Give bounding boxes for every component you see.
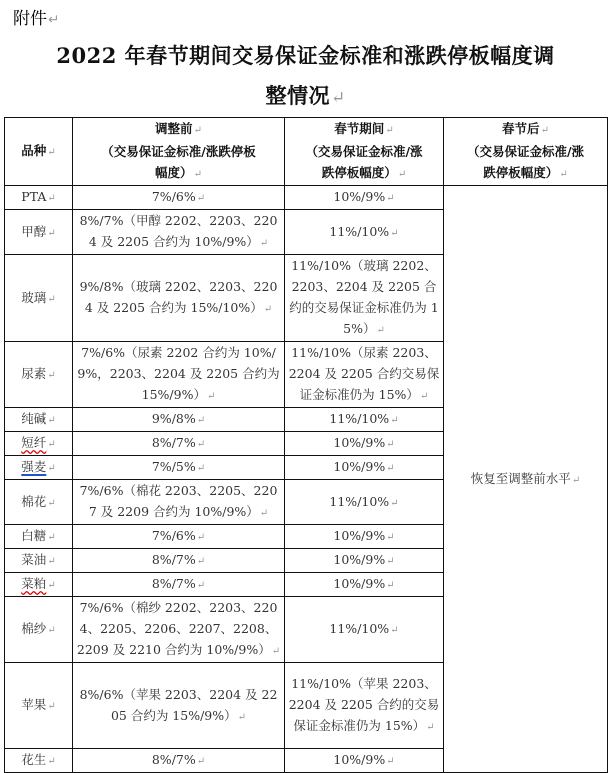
page-title-line1: 2022 年春节期间交易保证金标准和涨跌停板幅度调 — [56, 43, 555, 68]
cell-before: 8%/6%（苹果 2203、2204 及 2205 合约为 15%/9%）↵ — [73, 663, 285, 749]
cell-variety: PTA↵ — [5, 186, 73, 210]
cell-before: 9%/8%（玻璃 2202、2203、2204 及 2205 合约为 15%/10%）↵ — [73, 255, 285, 342]
cell-during: 10%/9%↵ — [285, 749, 444, 773]
cell-before: 8%/7%↵ — [73, 549, 285, 573]
cell-variety: 纯碱↵ — [5, 408, 73, 432]
cell-during: 11%/10%↵ — [285, 480, 444, 525]
margin-adjustment-table — [4, 117, 608, 773]
cell-variety: 甲醇↵ — [5, 210, 73, 255]
cell-before: 8%/7%↵ — [73, 432, 285, 456]
cell-before: 7%/5%↵ — [73, 456, 285, 480]
header-variety: 品种↵ — [5, 118, 73, 186]
cell-during: 11%/10%↵ — [285, 597, 444, 663]
header-during: 春节期间↵ （交易保证金标准/涨 跌停板幅度）↵ — [285, 118, 444, 186]
cell-during: 11%/10%（玻璃 2202、2203、2204 及 2205 合约的交易保证金标准仍为 15%）↵ — [285, 255, 444, 342]
page-title-line2: 整情况↵ — [265, 83, 346, 108]
cell-during: 11%/10%↵ — [285, 210, 444, 255]
header-before: 调整前↵ （交易保证金标准/涨跌停板 幅度）↵ — [73, 118, 285, 186]
cell-variety: 尿素↵ — [5, 342, 73, 408]
cell-during: 11%/10%（尿素 2203、2204 及 2205 合约交易保证金标准仍为 15%）↵ — [285, 342, 444, 408]
cell-after-merged: 恢复至调整前水平↵ — [444, 186, 608, 773]
cell-during: 10%/9%↵ — [285, 186, 444, 210]
cell-variety: 玻璃↵ — [5, 255, 73, 342]
paragraph-mark-icon: ↵ — [330, 87, 346, 107]
cell-variety: 苹果↵ — [5, 663, 73, 749]
cell-before: 8%/7%（甲醇 2202、2203、2204 及 2205 合约为 10%/9%）↵ — [73, 210, 285, 255]
cell-during: 10%/9%↵ — [285, 456, 444, 480]
table-row — [5, 186, 608, 210]
attachment-label: 附件↵ — [13, 9, 60, 29]
cell-during: 10%/9%↵ — [285, 525, 444, 549]
cell-before: 7%/6%（棉纱 2202、2203、2204、2205、2206、2207、2208、2209 及 2210 合约为 10%/9%）↵ — [73, 597, 285, 663]
cell-during: 11%/10%（苹果 2203、2204 及 2205 合约的交易保证金标准仍为 15%）↵ — [285, 663, 444, 749]
cell-variety: 强麦↵ — [5, 456, 73, 480]
cell-before: 8%/7%↵ — [73, 573, 285, 597]
cell-during: 10%/9%↵ — [285, 432, 444, 456]
cell-during: 10%/9%↵ — [285, 573, 444, 597]
paragraph-mark-icon: ↵ — [48, 12, 60, 28]
cell-variety: 菜粕↵ — [5, 573, 73, 597]
cell-variety: 棉花↵ — [5, 480, 73, 525]
table-header-row — [5, 118, 608, 186]
cell-variety: 白糖↵ — [5, 525, 73, 549]
cell-during: 10%/9%↵ — [285, 549, 444, 573]
cell-before: 8%/7%↵ — [73, 749, 285, 773]
cell-during: 11%/10%↵ — [285, 408, 444, 432]
cell-before: 7%/6%↵ — [73, 525, 285, 549]
cell-before: 9%/8%↵ — [73, 408, 285, 432]
header-after: 春节后↵ （交易保证金标准/涨 跌停板幅度）↵ — [444, 118, 608, 186]
cell-before: 7%/6%↵ — [73, 186, 285, 210]
cell-variety: 棉纱↵ — [5, 597, 73, 663]
cell-before: 7%/6%（棉花 2203、2205、2207 及 2209 合约为 10%/9%）↵ — [73, 480, 285, 525]
cell-variety: 花生↵ — [5, 749, 73, 773]
cell-before: 7%/6%（尿素 2202 合约为 10%/9%，2203、2204 及 2205 合约为 15%/9%）↵ — [73, 342, 285, 408]
cell-variety: 菜油↵ — [5, 549, 73, 573]
cell-variety: 短纤↵ — [5, 432, 73, 456]
